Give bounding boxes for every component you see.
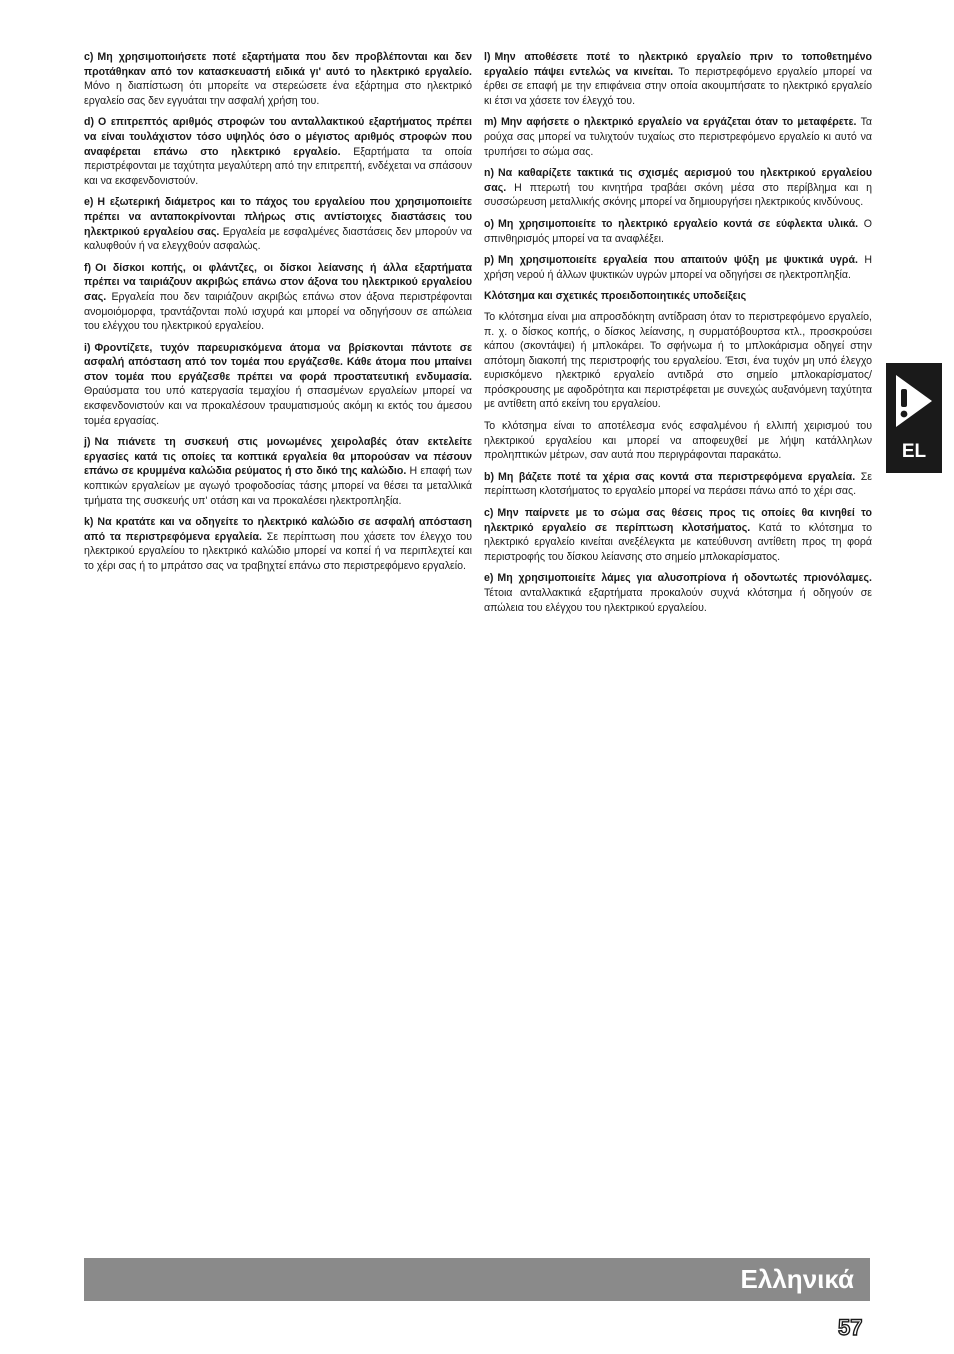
safety-item: n) Να καθαρίζετε τακτικά τις σχισμές αερισμού του ηλεκτρικού εργαλείου σας. Η πτερωτή του κινητήρα τραβάει σκόνη μέσα στο περίβλημα και η συσσώρευση μεταλλικής σκόνης μπορεί να δημιουργήσει ηλεκτρικούς κινδύνους. xyxy=(484,167,872,209)
kickback-item: b) Μη βάζετε ποτέ τα χέρια σας κοντά στα περιστρεφόμενα εργαλεία. Σε περίπτωση κλοτσήματος το εργαλείο μπορεί να περάσει πάνω από το χέρι σας. xyxy=(484,470,872,498)
safety-item: p) Μη χρησιμοποιείτε εργαλεία που απαιτούν ψύξη με ψυκτικά υγρά. Η χρήση νερού ή άλλων ψυκτικών υγρών μπορεί να οδηγήσει σε ηλεκτροπληξία. xyxy=(484,254,872,281)
safety-item: k) Να κρατάτε και να οδηγείτε το ηλεκτρικό καλώδιο σε ασφαλή απόσταση από τα περιστρεφόμενα εργαλεία. Σε περίπτωση που χάσετε τον έλεγχο του ηλεκτρικού εργαλείου το ηλεκτρικό καλώδιο μπορεί να κοπεί ή να περιπλεχτεί και το χέρι σας ή το μπράτσο σας να τραβηχτεί επάνω στο περιστρεφόμενο εργαλείο. xyxy=(84,516,472,572)
language-code: EL xyxy=(901,441,927,462)
safety-item: m) Μην αφήσετε ο ηλεκτρικό εργαλείο να εργάζεται όταν το μεταφέρετε. Τα ρούχα σας μπορεί να τυλιχτούν τυχαίως στο περιστρεφόμενο εργαλείο κι αυτό να τρυπήσει το σώμα σας. xyxy=(484,116,872,158)
kickback-item: e) Μη χρησιμοποιείτε λάμες για αλυσοπρίονα ή οδοντωτές πριονόλαμες. Τέτοια ανταλλακτικά εξαρτήματα προκαλούν συχνά κλότσημα ή οδηγούν σε απώλεια του ελέγχου του ηλεκτρικού εργαλείου. xyxy=(484,572,872,614)
kickback-paragraph: Το κλότσημα είναι το αποτέλεσμα ενός εσφαλμένου ή ελλιπή χειρισμού του ηλεκτρικού εργαλείου και μπορεί να αποφευχθεί με λήψη κατάλληλων προληπτικών μέτρων, σαν αυτά που περιγράφονται παρακάτω. xyxy=(484,420,872,462)
kickback-item: c) Μην παίρνετε με το σώμα σας θέσεις προς τις οποίες θα κινηθεί το ηλεκτρικό εργαλείο σε περίπτωση κλοτσήματος. Κατά το κλότσημα το ηλεκτρικό εργαλείο κινείται ανεξέλεγκτα με κατεύθυνση αντίθετη προς τη φορά περιστροφής του δίσκου λείανσης στο σημείο μπλοκαρίσματος. xyxy=(484,507,872,563)
safety-item: e) Η εξωτερική διάμετρος και το πάχος του εργαλείου που χρησιμοποιείτε πρέπει να ανταποκρίνονται πλήρως στις αντίστοιχες διαστάσεις του ηλεκτρικού εργαλείου σας. Εργαλεία με εσφαλμένες διαστάσεις δεν μπορούν να καλυφθούν ή να ελεγχθούν ασφαλώς. xyxy=(84,196,472,253)
safety-item: c) Μη χρησιμοποιήσετε ποτέ εξαρτήματα που δεν προβλέπονται και δεν προτάθηκαν από τον κατασκευαστή ειδικά γι' αυτό το ηλεκτρικό εργαλείο. Μόνο η διαπίστωση ότι μπορείτε να στερεώσετε ένα εξάρτημα στο ηλεκτρικό εργαλείο σας δεν εγγυάται την ασφαλή χρήση του. xyxy=(84,51,472,107)
safety-item: l) Μην αποθέσετε ποτέ το ηλεκτρικό εργαλείο πριν το τοποθετημένο εργαλείο πάψει εντελώς να κινείται. Το περιστρεφόμενο εργαλείο μπορεί να έρθει σε επαφή με την επιφάνεια στην οποία ακουμπήσατε το ηλεκτρικό εργαλείο κι έτσι να χάσετε τον έλεγχό του. xyxy=(484,51,872,107)
safety-item: d) Ο επιτρεπτός αριθμός στροφών του ανταλλακτικού εξαρτήματος πρέπει να είναι τουλάχιστον τόσο υψηλός όσο ο μέγιστος αριθμός στροφών που αναφέρεται επάνω στο ηλεκτρικό εργαλείο. Εξαρτήματα τα οποία περιστρέφονται με ταχύτητα μεγαλύτερη από την επιτρεπτή, ενδέχεται να σπάσουν και να εκσφενδονιστούν. xyxy=(84,116,472,187)
safety-item: j) Να πιάνετε τη συσκευή στις μονωμένες χειρολαβές όταν εκτελείτε εργασίες κατά τις οποίες τα κοπτικά εργαλεία θα μπορούσαν να πέσουν επάνω σε κρυμμένα καλώδια ρεύματος ή στο δικό της καλώδιο. Η επαφή των κοπτικών εργαλείων με αγωγό τροφοδοσίας τάσης μπορεί να θέσει τα μεταλλικά τμήματα της συσκευής υπ' οτάση και να προκαλέσει ηλεκτροπληξία. xyxy=(84,436,472,507)
right-column xyxy=(484,50,872,622)
safety-item: i) Φροντίζετε, τυχόν παρευρισκόμενα άτομα να βρίσκονται πάντοτε σε ασφαλή απόσταση από τον τομέα που εργάζεσθε. Κάθε άτομα που μπαίνει στον τομέα που εργάζεσθε πρέπει να φορά προστατευτική ενδυμασία. Θραύσματα του υπό κατεργασία τεμαχίου ή σπασμένων εργαλείων μπορεί να εκσφενδονιστούν και να προκαλέσουν τραυματισμούς ακόμη κι εκτός του άμεσου τομέα εργασίας. xyxy=(84,341,472,427)
language-side-tab xyxy=(886,363,942,473)
kickback-paragraph: Το κλότσημα είναι μια απροσδόκητη αντίδραση όταν το περιστρεφόμενο εργαλείο, π. χ. ο δίσκος κοπής, ο δίσκος λείανσης, η συρματόβουρτσα κτλ., προσκρούσει κάπου (σκοντάψει) ή μπλοκάρει. Το σφήνωμα ή το μπλοκάρισμα οδηγεί στην απότομη διακοπή της περιστροφής του εργαλείου. Έτσι, ένα τυχόν μη υπό έλεγχο ευρισκόμενο ηλεκτρικό εργαλείο αντιδρά στο σημείο μπλοκαρίσματος/πρόσκρουσης με αφοδρότητα και περιστρέφεται με συνεχώς αυξανόμενη ταχύτητα με αντίθετη από εκείνη του εργαλείου. xyxy=(484,310,872,411)
footer-title: Ελληνικά xyxy=(740,1264,854,1294)
safety-item: o) Μη χρησιμοποιείτε το ηλεκτρικό εργαλείο κοντά σε εύφλεκτα υλικά. Ο σπινθηρισμός μπορεί να τα αναφλέξει. xyxy=(484,217,872,245)
warning-triangle-icon xyxy=(892,371,936,431)
footer-band xyxy=(84,1258,870,1301)
left-column xyxy=(84,50,472,581)
kickback-heading: Κλότσημα και σχετικές προειδοποιητικές υποδείξεις xyxy=(484,290,747,303)
safety-item: f) Οι δίσκοι κοπής, οι φλάντζες, οι δίσκοι λείανσης ή άλλα εξαρτήματα πρέπει να ταιριάζουν ακριβώς επάνω στον άξονα του ηλεκτρικού εργαλείου σας. Εργαλεία που δεν ταιριάζουν ακριβώς επάνω στον άξονα περιστρέφονται ανομοιόμορφα, τραντάζονται πολύ ισχυρά και μπορεί να οδηγήσουν σε απώλεια του ελέγχου του ηλεκτρικού εργαλείου. xyxy=(84,261,472,333)
page-number: 57 xyxy=(838,1315,863,1340)
